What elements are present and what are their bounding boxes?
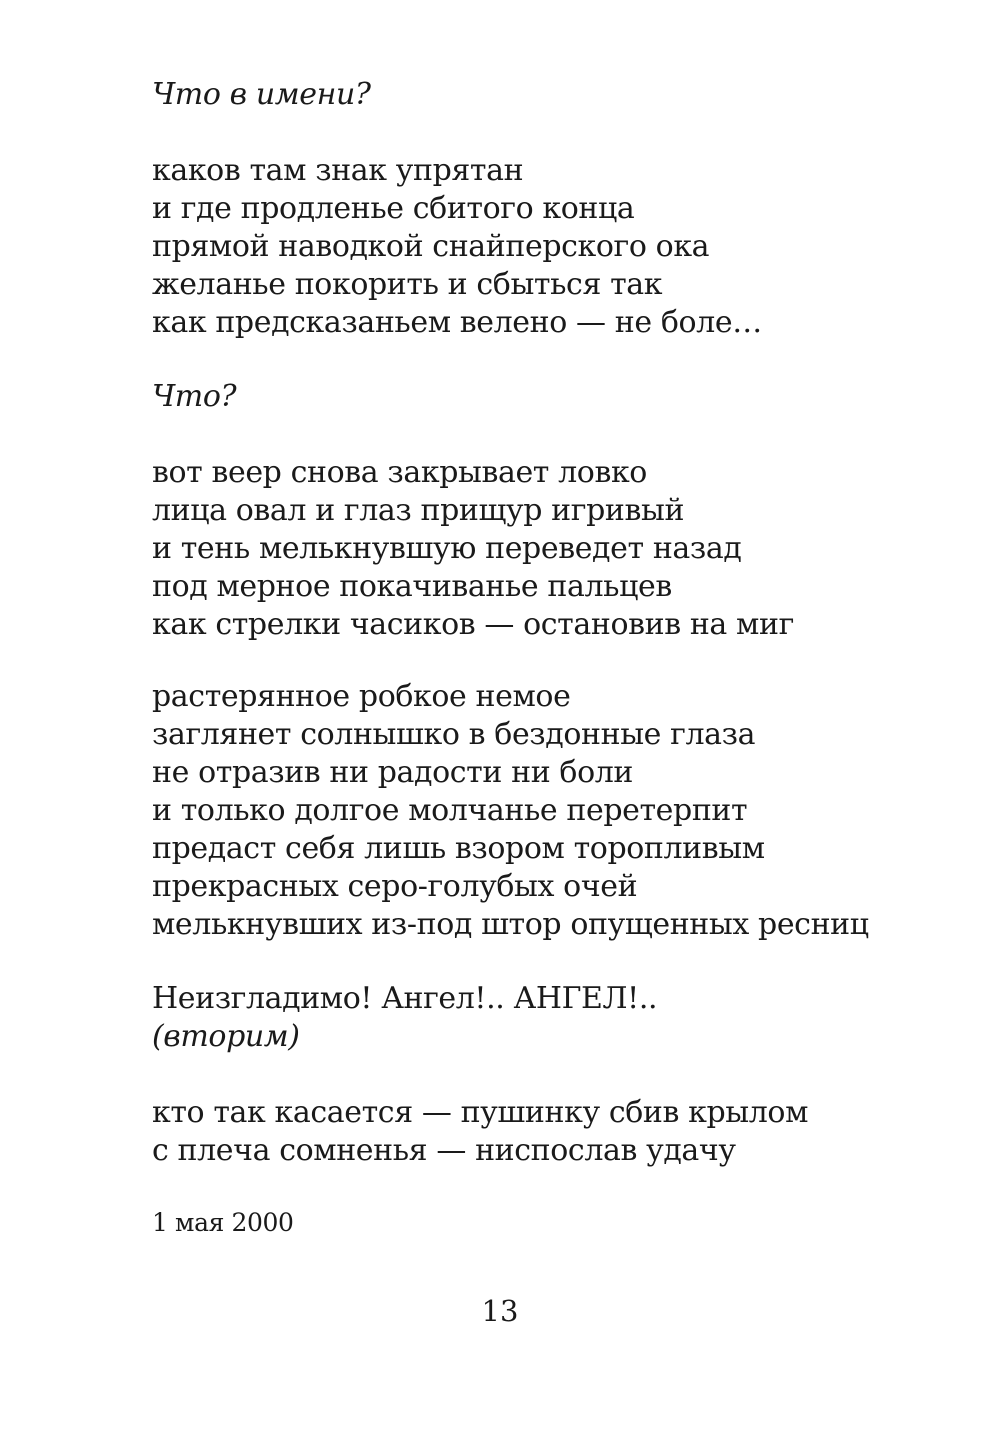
poem-line: заглянет солнышко в бездонные глаза [152,717,756,752]
poem-line: как стрелки часиков — остановив на миг [152,607,794,642]
poem-heading: Что в имени? [152,77,371,112]
poem-line: желанье покорить и сбыться так [152,267,663,302]
poem-line: прекрасных серо-голубых очей [152,869,638,904]
poem-line: лица овал и глаз прищур игривый [152,493,685,528]
poem-line: каков там знак упрятан [152,153,524,188]
poem-line: растерянное робкое немое [152,679,571,714]
poem-line: предаст себя лишь взором торопливым [152,831,765,866]
poem-line: и где продленье сбитого конца [152,191,635,226]
poem-line: вот веер снова закрывает ловко [152,455,647,490]
poem-line: и только долгое молчанье перетерпит [152,793,748,828]
poem-date: 1 мая 2000 [152,1208,294,1237]
poem-line: не отразив ни радости ни боли [152,755,633,790]
poem-line: кто так касается — пушинку сбив крылом [152,1095,809,1130]
poem-line: прямой наводкой снайперского ока [152,229,710,264]
poem-subheading: Что? [152,379,237,414]
poem-line: как предсказаньем велено — не боле… [152,305,762,340]
page-number: 13 [481,1294,519,1328]
poem-line: и тень мелькнувшую переведет назад [152,531,742,566]
aside-line: (вторим) [152,1019,300,1054]
poem-line: мелькнувших из-под штор опущенных ресниц [152,907,869,942]
exclamation-line: Неизгладимо! Ангел!.. АНГЕЛ!.. [152,981,658,1016]
poem-line: под мерное покачиванье пальцев [152,569,672,604]
poem-line: с плеча сомненья — ниспослав удачу [152,1133,736,1168]
